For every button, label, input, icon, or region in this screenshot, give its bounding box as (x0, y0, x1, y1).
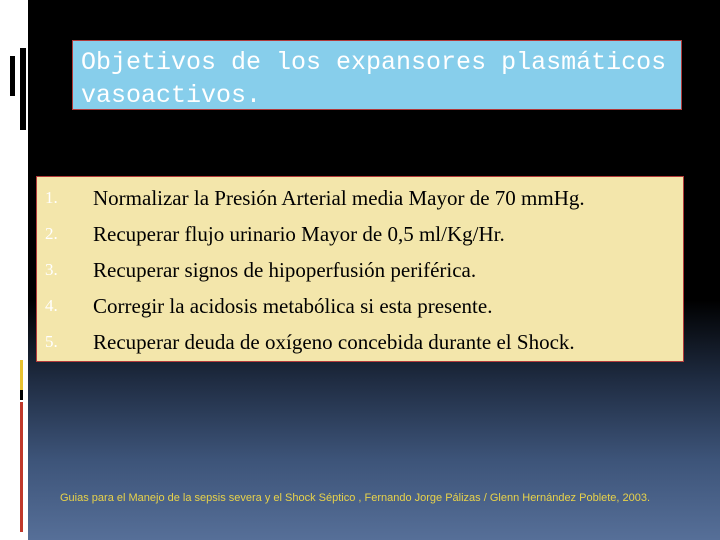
title-box (72, 40, 682, 110)
list-item (37, 288, 683, 324)
item-text: Recuperar deuda de oxígeno concebida durante el Shock. (93, 329, 575, 354)
item-text: Recuperar signos de hipoperfusión periférica. (93, 257, 477, 282)
item-text: Recuperar flujo urinario Mayor de 0,5 ml/Kg/Hr. (93, 221, 505, 246)
item-number: 5. (45, 332, 58, 351)
accent-bar-yellow (20, 360, 23, 390)
citation: Guias para el Manejo de la sepsis severa y el Shock Séptico , Fernando Jorge Pálizas / Glenn Hernández Poblete, 2003. (60, 492, 651, 504)
list-item (37, 180, 683, 216)
item-number: 1. (45, 188, 58, 207)
item-text: Normalizar la Presión Arterial media Mayor de 70 mmHg. (93, 185, 585, 210)
item-number: 2. (45, 224, 58, 243)
list-item (37, 252, 683, 288)
accent-bar-black-mid (20, 390, 23, 400)
item-number: 3. (45, 260, 58, 279)
accent-bar-red (20, 402, 23, 532)
list-item (37, 324, 683, 360)
accent-bar-black-top-2 (10, 56, 15, 96)
list-item (37, 216, 683, 252)
item-number: 4. (45, 296, 58, 315)
accent-bar-black-top (20, 48, 26, 130)
slide-title: Objetivos de los expansores plasmáticos vasoactivos. (81, 48, 667, 110)
objectives-list (37, 180, 683, 360)
content-box (36, 176, 684, 362)
item-text: Corregir la acidosis metabólica si esta presente. (93, 293, 493, 318)
